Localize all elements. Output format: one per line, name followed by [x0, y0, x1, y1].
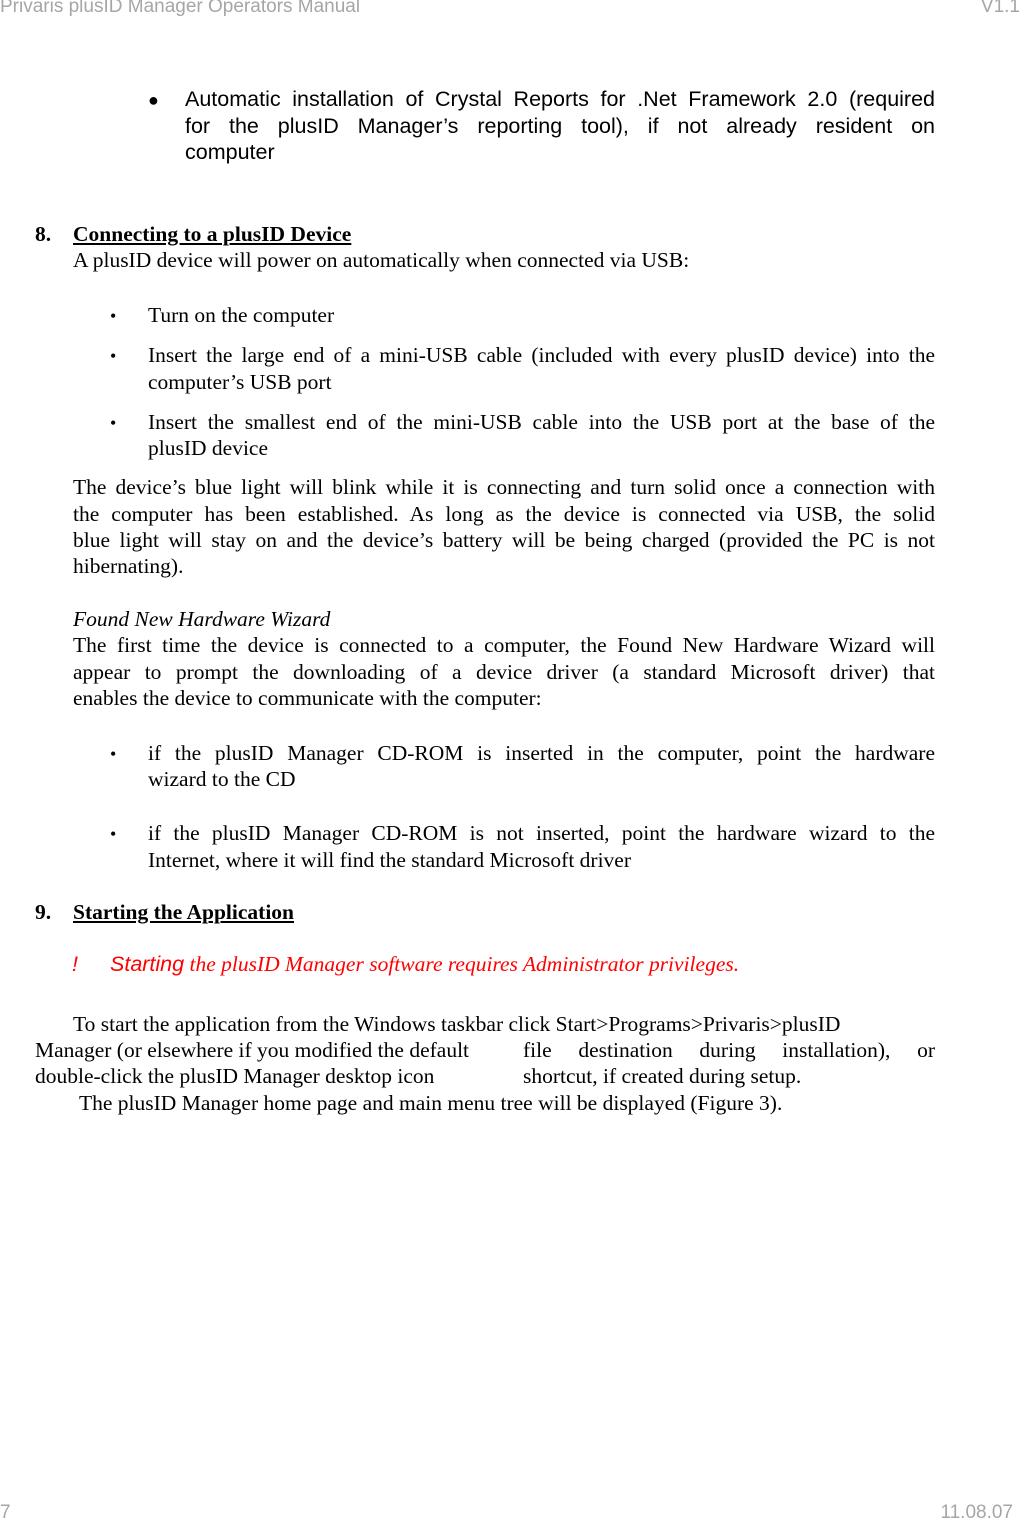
paragraph: A plusID device will power on automatically when connected via USB: — [73, 248, 690, 272]
header-version: V1.1 — [980, 0, 1020, 17]
bullet-text: wizard to the CD — [148, 767, 296, 791]
bullet-icon: ● — [148, 90, 159, 110]
paragraph: file destination during installation), or — [523, 1038, 935, 1062]
header-title: Privaris plusID Manager Operators Manual — [0, 0, 361, 17]
paragraph: double-click the plusID Manager desktop icon — [35, 1064, 435, 1088]
paragraph: appear to prompt the downloading of a device driver (a standard Microsoft driver) that — [73, 660, 935, 684]
bullet-icon: • — [110, 306, 117, 326]
bullet-text: plusID device — [148, 436, 269, 460]
bullet-icon: • — [110, 824, 117, 844]
paragraph: The plusID Manager home page and main menu tree will be displayed (Figure 3). — [79, 1091, 783, 1115]
bullet-text: computer — [185, 140, 275, 164]
bullet-icon: • — [110, 346, 117, 366]
bullet-icon: • — [110, 413, 117, 433]
footer-date: 11.08.07 — [940, 1502, 1013, 1521]
bullet-text: if the plusID Manager CD-ROM is not inserted, point the hardware wizard to the — [148, 821, 935, 845]
paragraph: the computer has been established. As long as the device is connected via USB, the solid — [73, 502, 935, 526]
section-number: 8. — [35, 222, 52, 246]
bullet-text: for the plusID Manager’s reporting tool), if not already resident on — [185, 114, 935, 138]
warning-icon: ! — [72, 952, 78, 976]
footer-page-number: 7 — [0, 1502, 11, 1521]
section-number: 9. — [35, 900, 52, 924]
bullet-text: Automatic installation of Crystal Reports for .Net Framework 2.0 (required — [185, 87, 935, 111]
paragraph: The device’s blue light will blink while it is connecting and turn solid once a connection with — [73, 475, 935, 499]
bullet-text: Insert the large end of a mini-USB cable (included with every plusID device) into the — [148, 343, 935, 367]
bullet-icon: • — [110, 744, 117, 764]
bullet-text: Internet, where it will find the standard Microsoft driver — [148, 848, 632, 872]
section-heading: Connecting to a plusID Device — [73, 222, 352, 246]
bullet-text: Insert the smallest end of the mini-USB cable into the USB port at the base of the — [148, 410, 935, 434]
warning-text-rest: the plusID Manager software requires Administrator privileges. — [184, 952, 740, 976]
subheading: Found New Hardware Wizard — [73, 607, 331, 631]
bullet-text: computer’s USB port — [148, 370, 332, 394]
paragraph: Manager (or elsewhere if you modified the default — [35, 1038, 470, 1062]
bullet-text: if the plusID Manager CD-ROM is inserted in the computer, point the hardware — [148, 741, 935, 765]
paragraph: enables the device to communicate with the computer: — [73, 686, 542, 710]
paragraph: blue light will stay on and the device’s battery will be being charged (provided the PC is not — [73, 528, 935, 552]
warning-text — [110, 952, 739, 977]
warning-text-start: Starting — [110, 952, 185, 976]
paragraph: hibernating). — [73, 554, 184, 578]
paragraph: shortcut, if created during setup. — [523, 1064, 802, 1088]
paragraph: The first time the device is connected to a computer, the Found New Hardware Wizard will — [73, 633, 935, 657]
paragraph: To start the application from the Windows taskbar click Start>Programs>Privaris>plusID — [73, 1012, 841, 1036]
section-heading: Starting the Application — [73, 900, 294, 924]
bullet-text: Turn on the computer — [148, 303, 335, 327]
